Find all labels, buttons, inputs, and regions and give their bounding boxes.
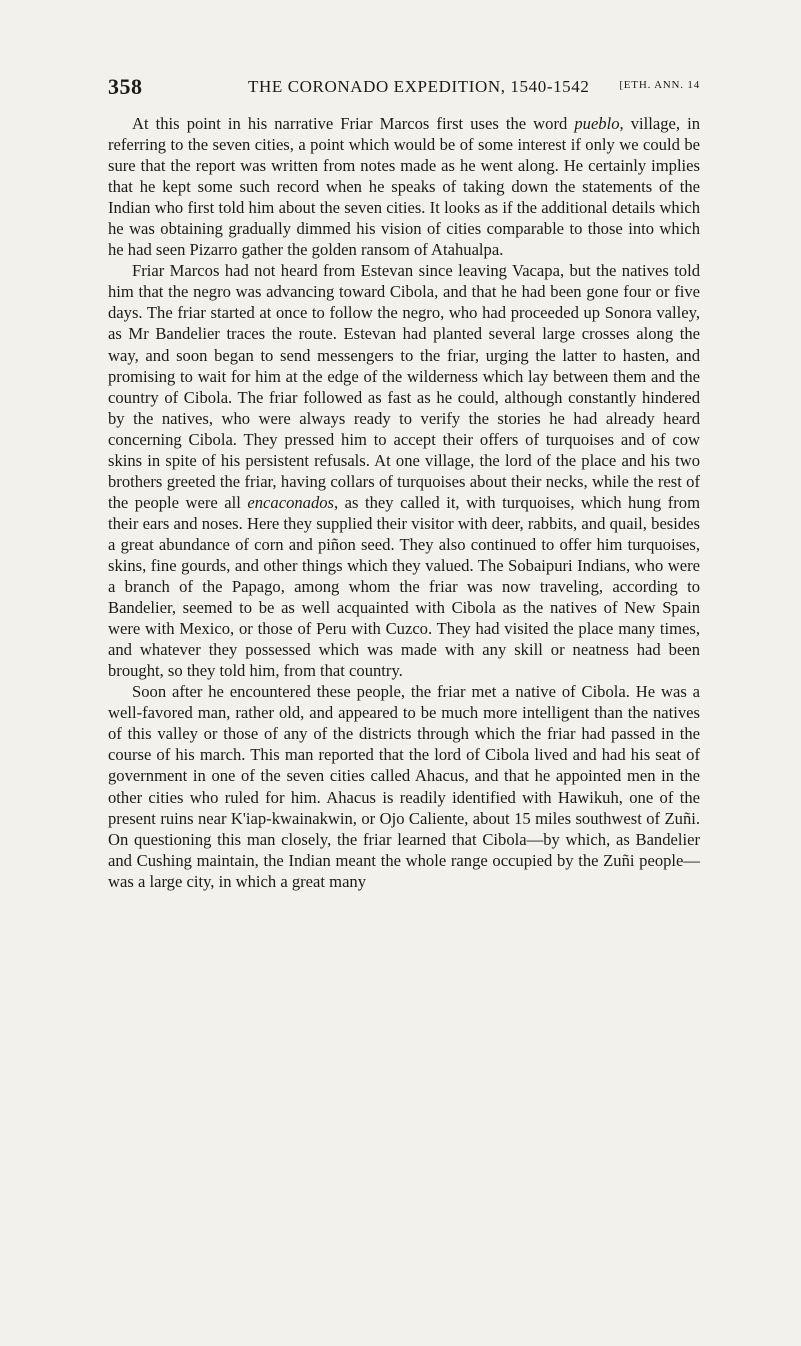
- italic-term: encaconados: [247, 492, 335, 512]
- paragraph-text: Friar Marcos had not heard from Estevan since leaving Vacapa, but the natives told him that the negro was advancing toward Cibola, and that he had been gone four or five days. The friar started at once to follow the negro, who had proceeded up Sonora valley, as Mr Bandelier traces the route. Estevan had planted several large crosses along the way, and soon began to send messengers to the friar, urging the latter to hasten, and promising to wait for him at the edge of the wilderness which lay between them and the country of Cibola. The friar followed as fast as he could, although constantly hindered by the natives, who were always ready to verify the stories he had already heard concerning Cibola. They pressed him to accept their offers of turquoises and of cow skins in spite of his persistent refusals. At one village, the lord of the place and his two brothers greeted the friar, having collars of turquoises about their necks, while the rest of the people were all: [108, 261, 700, 512]
- body-text: [108, 113, 700, 892]
- page-number: 358: [108, 74, 143, 99]
- paragraph-text: Soon after he encountered these people, the friar met a native of Cibola. He was a well-favored man, rather old, and appeared to be much more intelligent than the natives of this valley or those of any of the districts through which the friar had passed in the course of his march. This man reported that the lord of Cibola lived and had his seat of government in one of the seven cities called Ahacus, and that he appointed men in the other cities who ruled for him. Ahacus is readily identified with Hawikuh, one of the present ruins near K'iap-kwainakwin, or Ojo Caliente, about 15 miles southwest of Zuñi. On questioning this man closely, the friar learned that Cibola—by which, as Bandelier and Cushing maintain, the Indian meant the whole range occupied by the Zuñi people—was a large city, in which a great many: [108, 682, 700, 891]
- paragraph: [108, 681, 700, 891]
- italic-term: pueblo: [574, 114, 620, 133]
- paragraph-text: At this point in his narrative Friar Marcos first uses the word: [132, 114, 575, 133]
- paragraph-text: , village, in referring to the seven cities, a point which would be of some interest if only we could be sure that the report was written from notes made as he went along. He certainly implies that he kept some such record when he speaks of taking down the statements of the Indian who first told him about the seven cities. It looks as if the additional details which he was obtaining gradually dimmed his vision of cities comparable to those into which he had seen Pizarro gather the golden ransom of Atahualpa.: [108, 114, 700, 260]
- running-head: [108, 74, 700, 102]
- paragraph: [108, 260, 700, 681]
- paragraph-text: , as they called it, with turquoises, which hung from their ears and noses. Here they supplied their visitor with deer, rabbits, and quail, besides a great abundance of corn and piñon seed. They also continued to offer him turquoises, skins, fine gourds, and other things which they valued. The Sobaipuri Indians, who were a branch of the Papago, among whom the friar was now traveling, according to Bandelier, seemed to be as well acquainted with Cibola as the natives of New Spain were with Mexico, or those of Peru with Cuzco. They had visited the place many times, and whatever they possessed which was made with any skill or neatness had been brought, so they told him, from that country.: [108, 492, 700, 681]
- running-reference: [ETH. ANN. 14: [619, 79, 700, 91]
- running-title: THE CORONADO EXPEDITION, 1540-1542: [248, 77, 590, 96]
- paragraph: [108, 113, 700, 260]
